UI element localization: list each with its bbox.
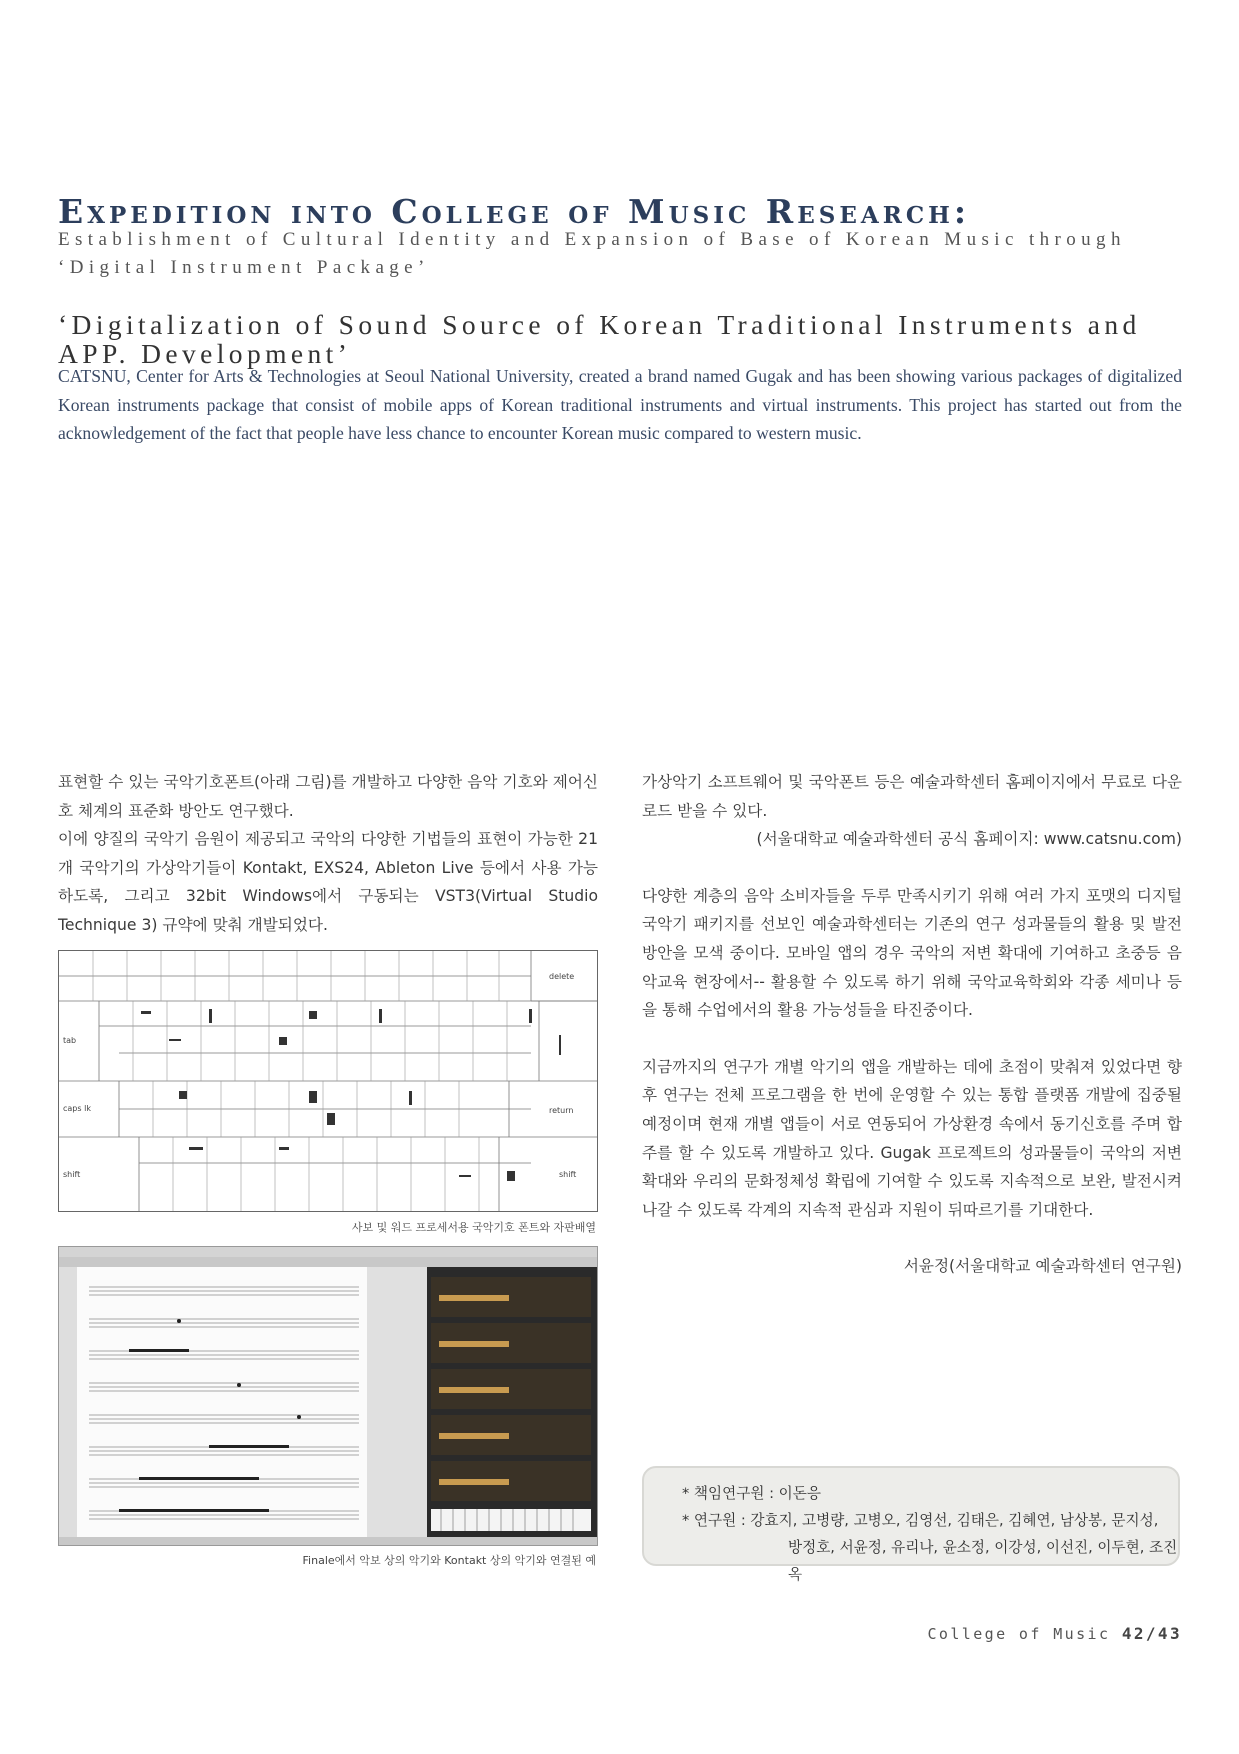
homepage-note: (서울대학교 예술과학센터 공식 홈페이지: www.catsnu.com) bbox=[756, 830, 1182, 849]
left-paragraph-1: 표현할 수 있는 국악기호폰트(아래 그림)를 개발하고 다양한 음악 기호와 제어신호 체계의 표준화 방안도 연구했다. bbox=[58, 773, 598, 820]
figure-caption-screenshot: Finale에서 악보 상의 악기와 Kontakt 상의 악기와 연결된 예 bbox=[302, 1554, 596, 1567]
left-column bbox=[58, 768, 598, 940]
intro-paragraph: CATSNU, Center for Arts & Technologies at Seoul National University, created a brand named Gugak and has been showing various packages of digitalized Korean instruments package that consist of mobile apps of Korean traditional instruments and virtual instruments. This project has started out from the acknowledgement of the fact that people have less chance to encounter Korean music compared to western music. bbox=[58, 366, 1182, 443]
figure-caption-keyboard: 사보 및 워드 프로세서용 국악기호 폰트와 자판배열 bbox=[351, 1221, 596, 1234]
software-screenshot-figure bbox=[58, 1246, 598, 1546]
page-numbers: 42/43 bbox=[1121, 1624, 1182, 1643]
capslock-key-label: caps lk bbox=[63, 1104, 91, 1113]
kontakt-piano-keys bbox=[431, 1509, 591, 1531]
page-title: Expedition into College of Music Research: bbox=[58, 192, 971, 231]
finale-kontakt-illustration bbox=[59, 1247, 597, 1545]
section-title: ‘Digitalization of Sound Source of Korean Traditional Instruments and APP. Development’ bbox=[58, 309, 1141, 369]
author-credit: 서윤정(서울대학교 예술과학센터 연구원) bbox=[903, 1257, 1182, 1276]
keyboard-grid bbox=[59, 951, 597, 1211]
credits-researchers-cont: 방정호, 서윤정, 유리나, 윤소정, 이강성, 이선진, 이두현, 조진옥 bbox=[788, 1539, 1178, 1583]
right-paragraph-3: 지금까지의 연구가 개별 악기의 앱을 개발하는 데에 초점이 맞춰져 있었다면 향후 연구는 전체 프로그램을 한 번에 운영할 수 있는 통합 플랫폼 개발에 집중될 예정이며 현재 개별 앱들이 서로 연동되어 가상환경 속에서 동기신호를 주며 합주를 할 수 있도록 개발하고 있다. Gugak 프로젝트의 성과물들이 국악의 저변 확대와 우리의 문화정체성 확립에 기여할 수 있도록 지속적으로 보완, 발전시켜나갈 수 있도록 각계의 지속적 관심과 지원이 뒤따르기를 기대한다. bbox=[642, 1057, 1182, 1219]
shift-key-label: shift bbox=[63, 1170, 81, 1179]
return-key-label: return bbox=[549, 1106, 574, 1115]
right-column bbox=[642, 768, 1182, 1281]
left-paragraph-2: 이에 양질의 국악기 음원이 제공되고 국악의 다양한 기법들의 표현이 가능한 21개 국악기의 가상악기들이 Kontakt, EXS24, Ableton Live 등에서 사용 가능하도록, 그리고 32bit Windows에서 구동되는 VST3(Virtual Studio Technique 3) 규약에 맞춰 개발되었다. bbox=[58, 830, 598, 934]
page-subtitle: Establishment of Cultural Identity and Expansion of Base of Korean Music through ‘Digital Instrument Package’ bbox=[58, 229, 1126, 278]
footer-label: College of Music bbox=[927, 1625, 1111, 1643]
shift-key-label-right: shift bbox=[559, 1170, 577, 1179]
right-paragraph-1: 가상악기 소프트웨어 및 국악폰트 등은 예술과학센터 홈페이지에서 무료로 다운로드 받을 수 있다. bbox=[642, 773, 1182, 820]
kontakt-instrument-panels bbox=[431, 1277, 591, 1501]
tab-key-label: tab bbox=[63, 1036, 77, 1045]
keyboard-diagram bbox=[59, 951, 597, 1211]
credits-researchers: * 연구원 : 강효지, 고병량, 고병오, 김영선, 김태은, 김혜연, 남상봉, 문지성, bbox=[682, 1512, 1159, 1529]
keyboard-layout-figure bbox=[58, 950, 598, 1212]
credits-lead-researcher: * 책임연구원 : 이돈응 bbox=[682, 1485, 821, 1502]
page-footer bbox=[820, 1624, 1182, 1643]
right-paragraph-2: 다양한 계층의 음악 소비자들을 두루 만족시키기 위해 여러 가지 포맷의 디지털 국악기 패키지를 선보인 예술과학센터는 기존의 연구 성과물들의 활용 및 발전 방안을 모색 중이다. 모바일 앱의 경우 국악의 저변 확대에 기여하고 초중등 음악교육 현장에서-- 활용할 수 있도록 하기 위해 국악교육학회와 각종 세미나 등을 통해 수업에서의 활용 가능성들을 타진중이다. bbox=[642, 886, 1182, 1020]
delete-key-label: delete bbox=[549, 972, 575, 981]
notation-symbols bbox=[141, 1009, 561, 1181]
research-credits-box bbox=[642, 1466, 1180, 1583]
